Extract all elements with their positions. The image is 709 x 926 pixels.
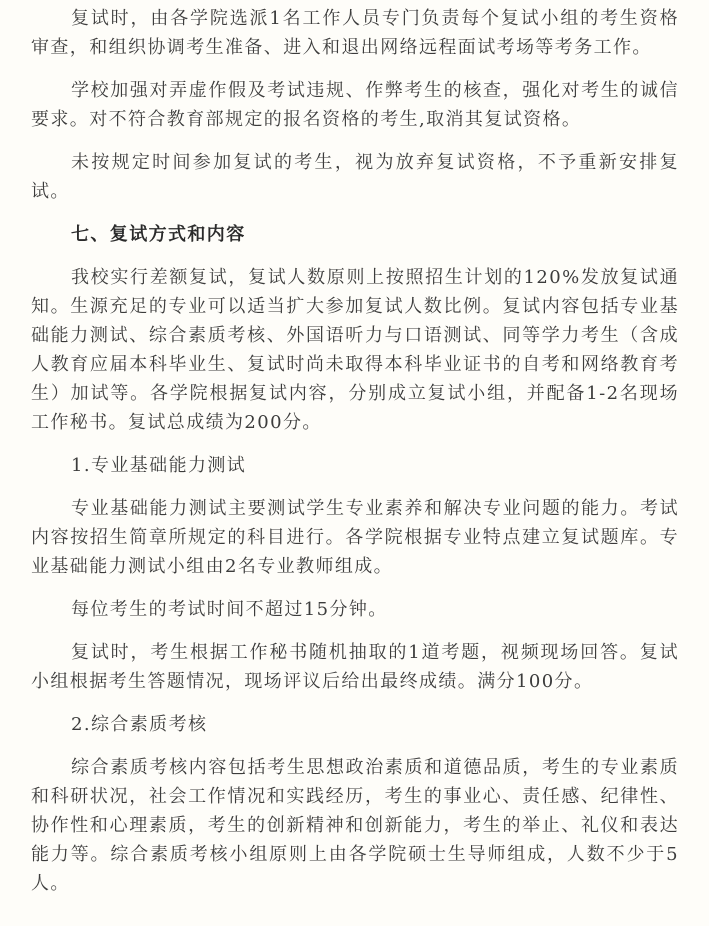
- paragraph-retest-intro: 我校实行差额复试，复试人数原则上按照招生计划的120%发放复试通知。生源充足的专业可以适当扩大参加复试人数比例。复试内容包括专业基础能力测试、综合素质考核、外国语听力与口语测试、同等学力考生（含成人教育应届本科毕业生、复试时尚未取得本科毕业证书的自考和网络教育考生）加试等。各学院根据复试内容，分别成立复试小组，并配备1-2名现场工作秘书。复试总成绩为200分。: [31, 267, 679, 433]
- paragraph-professional-test-time: 每位考生的考试时间不超过15分钟。: [71, 599, 388, 620]
- paragraph-professional-test-scope: 专业基础能力测试主要测试学生专业素养和解决专业问题的能力。考试内容按招生简章所规定的科目进行。各学院根据专业特点建立复试题库。专业基础能力测试小组由2名专业教师组成。: [31, 498, 679, 577]
- subsection-heading-comprehensive-assessment: 2.综合素质考核: [71, 714, 208, 735]
- paragraph-integrity-check: 学校加强对弄虚作假及考试违规、作弊考生的核查，强化对考生的诚信要求。对不符合教育部规定的报名资格的考生,取消其复试资格。: [31, 80, 679, 130]
- paragraph-professional-test-procedure: 复试时，考生根据工作秘书随机抽取的1道考题，视频现场回答。复试小组根据考生答题情况，现场评议后给出最终成绩。满分100分。: [31, 642, 679, 692]
- paragraph-absence-rule: 未按规定时间参加复试的考生，视为放弃复试资格，不予重新安排复试。: [31, 152, 679, 202]
- paragraph-qualification-review: 复试时，由各学院选派1名工作人员专门负责每个复试小组的考生资格审查，和组织协调考生准备、进入和退出网络远程面试考场等考务工作。: [31, 8, 679, 58]
- subsection-heading-professional-test: 1.专业基础能力测试: [71, 455, 247, 476]
- section-heading-retest-method: 七、复试方式和内容: [71, 224, 246, 245]
- paragraph-comprehensive-assessment-content: 综合素质考核内容包括考生思想政治素质和道德品质，考生的专业素质和科研状况，社会工作情况和实践经历，考生的事业心、责任感、纪律性、协作性和心理素质，考生的创新精神和创新能力，考生的举止、礼仪和表达能力等。综合素质考核小组原则上由各学院硕士生导师组成，人数不少于5人。: [31, 757, 679, 894]
